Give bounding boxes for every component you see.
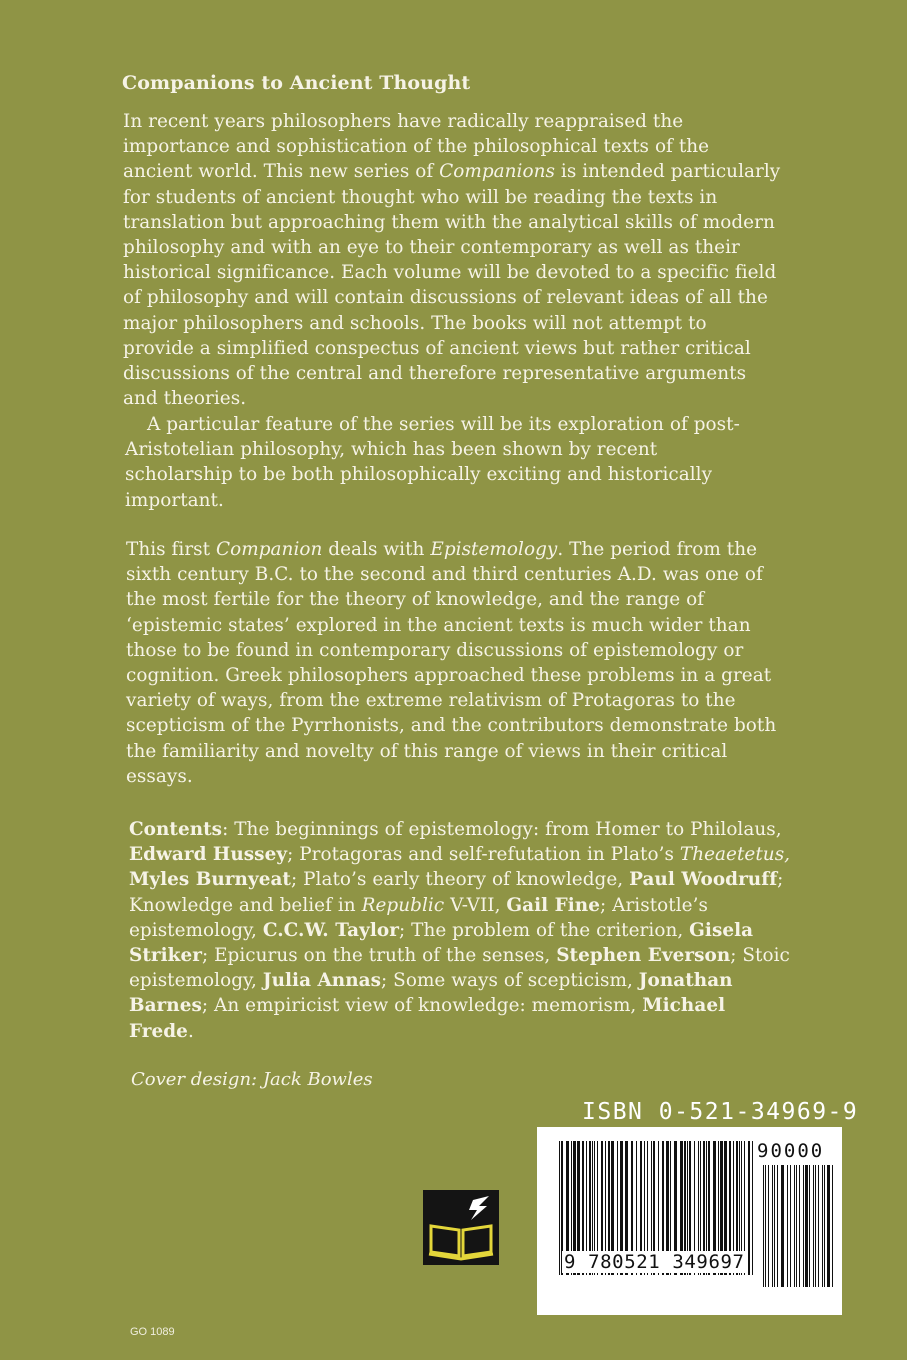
text-line — [129, 867, 790, 892]
text-segment: epistemology, — [129, 970, 263, 992]
price-bar — [818, 1165, 819, 1287]
title-italic: Republic — [361, 894, 445, 916]
author-name: Michael — [642, 995, 726, 1017]
price-bar — [796, 1165, 797, 1287]
text-line: scholarship to be both philosophically exciting and historically — [125, 464, 713, 486]
author-name: Striker — [129, 945, 202, 967]
price-bar — [827, 1165, 830, 1287]
text-segment: ancient world. This new series of — [123, 161, 440, 183]
author-name: Stephen Everson — [556, 945, 731, 967]
ean-digits: 9 780521 349697 — [564, 1251, 745, 1273]
price-bar — [799, 1165, 800, 1287]
text-line: ‘epistemic states’ explored in the ancient texts is much wider than — [126, 614, 751, 636]
text-line: importance and sophistication of the philosophical texts of the — [123, 136, 710, 158]
text-line: In recent years philosophers have radically reappraised the — [123, 111, 684, 132]
text-segment: ; Some ways of scepticism, — [381, 970, 639, 992]
text-line: of philosophy and will contain discussions of relevant ideas of all the — [123, 287, 768, 309]
author-name: Julia Annas — [262, 970, 382, 992]
series-name-italic: Companions — [439, 161, 555, 183]
text-line — [129, 993, 790, 1018]
price-bar — [803, 1165, 804, 1287]
text-line: discussions of the central and therefore representative arguments — [123, 363, 747, 385]
text-line: A particular feature of the series will be its exploration of post- — [147, 414, 740, 435]
text-line: variety of ways, from the extreme relativism of Protagoras to the — [126, 690, 736, 712]
text-line — [129, 893, 790, 918]
author-name: Gisela — [689, 919, 754, 941]
title-italic: Theaetetus, — [679, 844, 791, 866]
text-line: Aristotelian philosophy, which has been shown by recent — [125, 439, 658, 461]
text-segment: V-VII, — [444, 894, 507, 916]
text-line: historical significance. Each volume will be devoted to a specific field — [123, 262, 777, 284]
price-bar — [768, 1165, 769, 1287]
catalog-code: GO 1089 — [130, 1326, 175, 1338]
author-name: Gail Fine — [506, 894, 600, 916]
text-line — [129, 918, 790, 943]
text-segment: . The period from the — [557, 539, 758, 560]
feature-paragraph — [125, 412, 740, 513]
text-line: for students of ancient thought who will be reading the texts in — [123, 186, 718, 208]
author-name: Frede — [129, 1020, 188, 1042]
price-bar — [772, 1165, 773, 1287]
text-segment: Knowledge and belief in — [129, 894, 362, 916]
text-line: the most fertile for the theory of knowledge, and the range of — [126, 589, 705, 611]
text-line — [129, 943, 790, 968]
author-name: Paul Woodruff — [629, 869, 778, 891]
text-segment: : The beginnings of epistemology: from Homer to Philolaus, — [222, 819, 782, 840]
text-segment: is intended particularly — [555, 161, 781, 183]
text-segment: epistemology, — [129, 919, 263, 941]
contents-label: Contents — [129, 819, 223, 840]
text-line: the familiarity and novelty of this range of views in their critical — [126, 740, 728, 762]
price-bar — [774, 1165, 775, 1287]
price-bar — [777, 1165, 778, 1287]
text-line: important. — [125, 489, 224, 511]
author-name: Jonathan — [638, 970, 733, 992]
text-segment: ; Aristotle’s — [599, 894, 708, 916]
barcode-bar — [559, 1141, 560, 1275]
publisher-logo — [423, 1190, 499, 1265]
text-line: translation but approaching them with the analytical skills of modern — [123, 211, 775, 233]
price-bar — [824, 1165, 825, 1287]
barcode-bar — [752, 1141, 753, 1275]
text-segment: . — [187, 1020, 194, 1042]
text-line — [129, 817, 790, 842]
book-lightning-icon — [423, 1190, 499, 1265]
cover-design-credit: Cover design: Jack Bowles — [131, 1069, 373, 1090]
author-name: Myles Burnyeat — [129, 869, 291, 891]
price-bar — [763, 1165, 764, 1287]
price-bar — [781, 1165, 784, 1287]
text-segment: ; An empiricist view of knowledge: memorism, — [201, 995, 643, 1017]
text-line — [126, 537, 776, 562]
text-segment: ; Plato’s early theory of knowledge, — [290, 869, 630, 891]
intro-paragraph — [123, 109, 780, 411]
price-bar — [832, 1165, 833, 1287]
text-segment: deals with — [322, 539, 431, 560]
text-segment: ; Epicurus on the truth of the senses, — [201, 945, 557, 967]
price-bar — [794, 1165, 795, 1287]
price-bar — [765, 1165, 766, 1287]
author-name: Edward Hussey — [129, 844, 288, 866]
text-line: major philosophers and schools. The books will not attempt to — [123, 312, 707, 334]
price-bar — [813, 1165, 814, 1287]
barcode-bar — [748, 1141, 750, 1275]
text-line: and theories. — [123, 388, 247, 410]
contents-paragraph — [129, 817, 790, 1044]
text-line — [129, 968, 790, 993]
text-line: provide a simplified conspectus of ancient views but rather critical — [123, 337, 751, 359]
price-bar — [815, 1165, 816, 1287]
text-line: cognition. Greek philosophers approached these problems in a great — [126, 665, 772, 687]
price-bar — [809, 1165, 810, 1287]
text-line: essays. — [126, 765, 193, 787]
text-line: those to be found in contemporary discussions of epistemology or — [126, 639, 744, 661]
volume-paragraph — [126, 537, 776, 789]
text-line: philosophy and with an eye to their contemporary as well as their — [123, 237, 740, 259]
price-bar — [790, 1165, 791, 1287]
text-segment: ; The problem of the criterion, — [398, 919, 690, 941]
epistemology-italic: Epistemology — [430, 539, 558, 560]
text-line — [129, 842, 790, 867]
text-line: sixth century B.C. to the second and third centuries A.D. was one of — [126, 564, 763, 586]
text-segment: ; — [777, 869, 784, 891]
price-bar — [822, 1165, 823, 1287]
series-title: Companions to Ancient Thought — [122, 72, 471, 94]
price-bar — [805, 1165, 808, 1287]
text-segment: ; Protagoras and self-refutation in Plato’s — [287, 844, 680, 866]
author-name: Barnes — [129, 995, 202, 1017]
author-name: C.C.W. Taylor — [262, 919, 399, 941]
text-line: scepticism of the Pyrrhonists, and the contributors demonstrate both — [126, 715, 777, 737]
companion-italic: Companion — [215, 539, 323, 560]
price-code: 90000 — [757, 1140, 825, 1162]
text-line — [129, 1019, 790, 1044]
text-segment: ; Stoic — [730, 945, 790, 967]
price-bar — [787, 1165, 788, 1287]
text-segment: This first — [126, 539, 216, 560]
text-line — [123, 159, 780, 184]
isbn-text: ISBN 0-521-34969-9 — [582, 1099, 859, 1125]
